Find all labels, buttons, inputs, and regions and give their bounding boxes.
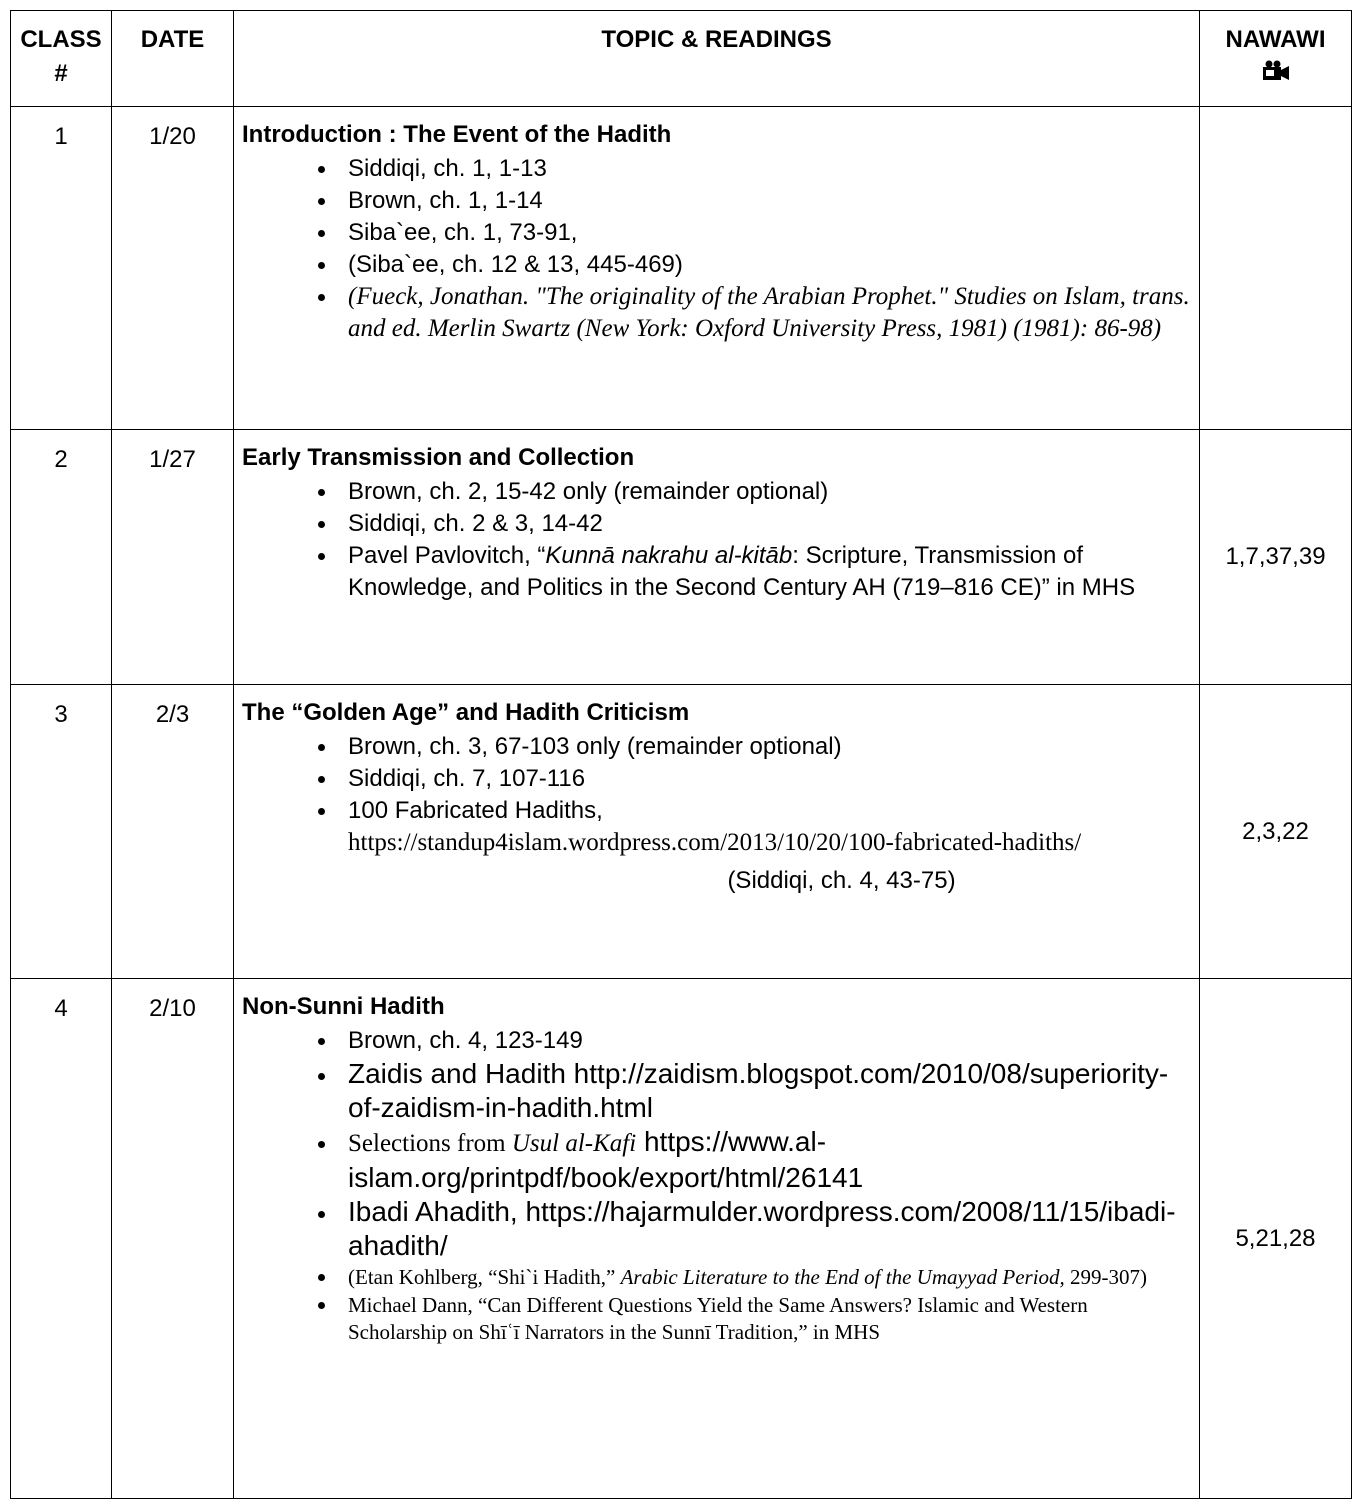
reading-item: • (Fueck, Jonathan. "The originality of the Arabian Prophet." Studies on Islam, trans. and ed. Merlin Swartz (New York: Oxford University Press, 1981) (1981): 86-98) — [338, 281, 1191, 345]
reading-item: • Brown, ch. 2, 15-42 only (remainder optional) — [338, 476, 1191, 508]
readings-list — [242, 476, 1191, 604]
reading-item: • Brown, ch. 3, 67-103 only (remainder optional) — [338, 731, 1191, 763]
topic-header: TOPIC & READINGS — [234, 11, 1200, 107]
reading-item: • Siddiqi, ch. 2 & 3, 14-42 — [338, 508, 1191, 540]
reading-item: • Michael Dann, “Can Different Questions Yield the Same Answers? Islamic and Western Scholarship on Shīʿī Narrators in the Sunnī Tradition,” in MHS — [338, 1291, 1191, 1346]
class-date: 2/10 — [112, 979, 234, 1499]
nawawi-cell: 5,21,28 — [1200, 979, 1352, 1499]
reading-title-italic: Kunnā nakrahu al-kitāb — [545, 542, 793, 569]
class-number: 4 — [11, 979, 112, 1499]
reading-text: 299-307) — [1064, 1265, 1148, 1289]
table-row — [11, 979, 1352, 1499]
nawawi-header-label: NAWAWI — [1225, 26, 1326, 53]
reading-item: • Brown, ch. 4, 123-149 — [338, 1025, 1191, 1057]
optional-reading: (Siddiqi, ch. 4, 43-75) — [727, 867, 956, 894]
nawawi-header — [1200, 11, 1352, 107]
reading-text: Pavel Pavlovitch, “ — [348, 542, 546, 569]
reading-item: • (Siba`ee, ch. 12 & 13, 445-469) — [338, 249, 1191, 281]
reading-item — [338, 1263, 1191, 1291]
reading-title-italic: Arabic Literature to the End of the Umayyad Period, — [620, 1265, 1065, 1289]
class-date: 1/20 — [112, 107, 234, 430]
class-header-line2: # — [54, 60, 68, 87]
nawawi-cell: 2,3,22 — [1200, 685, 1352, 979]
reading-item: • Siddiqi, ch. 1, 1-13 — [338, 153, 1191, 185]
reading-item: • Ibadi Ahadith, https://hajarmulder.wordpress.com/2008/11/15/ibadi-ahadith/ — [338, 1195, 1191, 1263]
video-camera-icon — [1261, 59, 1291, 93]
topic-cell — [234, 685, 1200, 979]
reading-item: • Siba`ee, ch. 1, 73-91, — [338, 217, 1191, 249]
class-header-line1: CLASS — [20, 26, 102, 53]
reading-text: 100 Fabricated Hadiths, — [348, 797, 603, 824]
class-number: 2 — [11, 430, 112, 685]
reading-link[interactable]: https://standup4islam.wordpress.com/2013/10/20/100-fabricated-hadiths/ — [348, 829, 1082, 856]
reading-item: • Siddiqi, ch. 7, 107-116 — [338, 763, 1191, 795]
topic-title: The “Golden Age” and Hadith Criticism — [242, 699, 690, 726]
table-row — [11, 430, 1352, 685]
nawawi-cell — [1200, 107, 1352, 430]
nawawi-cell: 1,7,37,39 — [1200, 430, 1352, 685]
topic-title: Early Transmission and Collection — [242, 444, 635, 471]
reading-title-italic: Usul al-Kafi — [511, 1130, 637, 1157]
class-date: 1/27 — [112, 430, 234, 685]
reading-text: (Etan Kohlberg, “Shi`i Hadith,” — [348, 1265, 621, 1289]
readings-list — [242, 1025, 1191, 1346]
syllabus-table — [10, 10, 1352, 1499]
topic-cell — [234, 430, 1200, 685]
class-date: 2/3 — [112, 685, 234, 979]
readings-list — [242, 731, 1191, 859]
reading-item — [338, 795, 1191, 859]
reading-item — [338, 540, 1191, 604]
header-row — [11, 11, 1352, 107]
reading-item — [338, 1125, 1191, 1195]
readings-list — [242, 153, 1191, 345]
topic-cell — [234, 979, 1200, 1499]
class-number: 3 — [11, 685, 112, 979]
table-row — [11, 107, 1352, 430]
date-header: DATE — [112, 11, 234, 107]
class-number: 1 — [11, 107, 112, 430]
reading-link[interactable]: https://www.al-islam.org/printpdf/book/export/html/26141 — [348, 1126, 864, 1193]
table-row — [11, 685, 1352, 979]
topic-title: Non-Sunni Hadith — [242, 993, 445, 1020]
reading-text: : Scripture, Transmission of Knowledge, and Politics in the Second Century AH (719–816 CE)” in MHS — [348, 542, 1136, 601]
reading-item: • Zaidis and Hadith http://zaidism.blogspot.com/2010/08/superiority-of-zaidism-in-hadith.html — [338, 1057, 1191, 1125]
class-number-header — [11, 11, 112, 107]
reading-text: Selections from — [348, 1130, 512, 1157]
topic-cell — [234, 107, 1200, 430]
reading-item: • Brown, ch. 1, 1-14 — [338, 185, 1191, 217]
topic-title: Introduction : The Event of the Hadith — [242, 121, 672, 148]
